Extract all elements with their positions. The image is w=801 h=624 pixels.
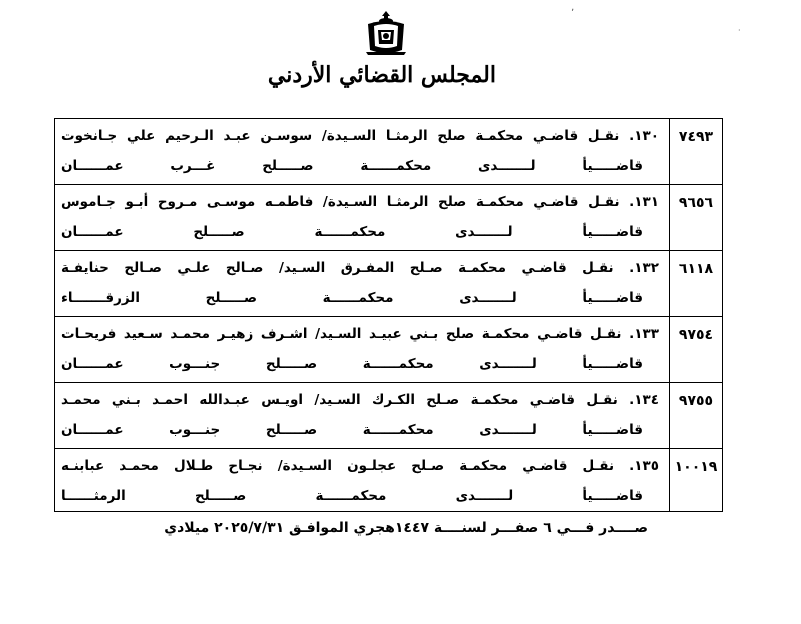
council-name: المجلس القضائي الأردني <box>267 62 496 88</box>
judge-number: ٦١١٨ <box>670 251 723 317</box>
decision-line: قاضـــــيأ لـــــــدى محكمــــــة صـــــلح عمــــــان <box>61 224 643 240</box>
decision-text <box>55 383 670 449</box>
decision-line: ١٣٠. نقـل قاضـي محكمـة صلح الرمثـا السـيدة/ سوسـن عبـد الـرحيم علي جـانخوت <box>61 128 659 144</box>
table-row <box>55 317 723 383</box>
decision-text <box>55 449 670 512</box>
jordan-coat-of-arms-icon <box>364 10 408 56</box>
judge-number: ٧٤٩٣ <box>670 119 723 185</box>
decision-line: قاضـــــيأ لـــــــدى محكمــــــة صـــــلح الزرقـــــــاء <box>61 290 643 306</box>
judge-number: ١٠٠١٩ <box>670 449 723 512</box>
table-row <box>55 383 723 449</box>
decision-text <box>55 317 670 383</box>
table-row <box>55 185 723 251</box>
decision-line: ١٣٢. نقـل قاضـي محكمـة صـلح المفـرق السـيد/ صـالح علـي صـالح حنايفـة <box>61 260 659 276</box>
judge-number: ٩٧٥٥ <box>670 383 723 449</box>
table-row <box>55 119 723 185</box>
decision-line: قاضـــــيأ لـــــــدى محكمــــــة صـــــلح جنـــوب عمــــــان <box>61 422 643 438</box>
issue-date-footer: صــــدر فـــي ٦ صفـــر لسنــــة ١٤٤٧هجري الموافـق ٢٠٢٥/٧/٣١ ميلادي <box>164 520 648 536</box>
stray-mark: · <box>738 26 741 35</box>
judge-number: ٩٧٥٤ <box>670 317 723 383</box>
judge-number: ٩٦٥٦ <box>670 185 723 251</box>
stray-mark: ٬ <box>571 8 575 19</box>
transfer-decisions-table <box>54 118 723 512</box>
decision-text <box>55 251 670 317</box>
decision-line: قاضـــــيأ لـــــــدى محكمــــــة صـــــلح جنـــوب عمــــــان <box>61 356 643 372</box>
decision-text <box>55 119 670 185</box>
table-row <box>55 449 723 512</box>
table-row <box>55 251 723 317</box>
decision-text <box>55 185 670 251</box>
decision-line: ١٣٤. نقـل قاضـي محكمـة صـلح الكـرك السـيد/ اويـس عبـدالله احمـد بـني محمـد <box>61 392 659 408</box>
decision-line: ١٣١. نقـل قاضـي محكمـة صلح الرمثـا السـيدة/ فاطمـه موسـى مـروح أبـو جـاموس <box>61 194 659 210</box>
decision-line: ١٣٥. نقـل قاضـي محكمـة صـلح عجلـون السـيدة/ نجـاح طـلال محمـد عبابنـه <box>61 458 659 474</box>
decision-line: ١٣٣. نقـل قاضـي محكمـة صلح بـني عبيـد السـيد/ اشـرف زهيـر محمـد سـعيد فريحـات <box>61 326 659 342</box>
decision-line: قاضـــــيأ لـــــــدى محكمــــــة صـــــلح غـــرب عمــــــان <box>61 158 643 174</box>
decision-line: قاضـــــيأ لـــــــدى محكمــــــة صـــــلح الرمثــــــا <box>61 488 643 504</box>
